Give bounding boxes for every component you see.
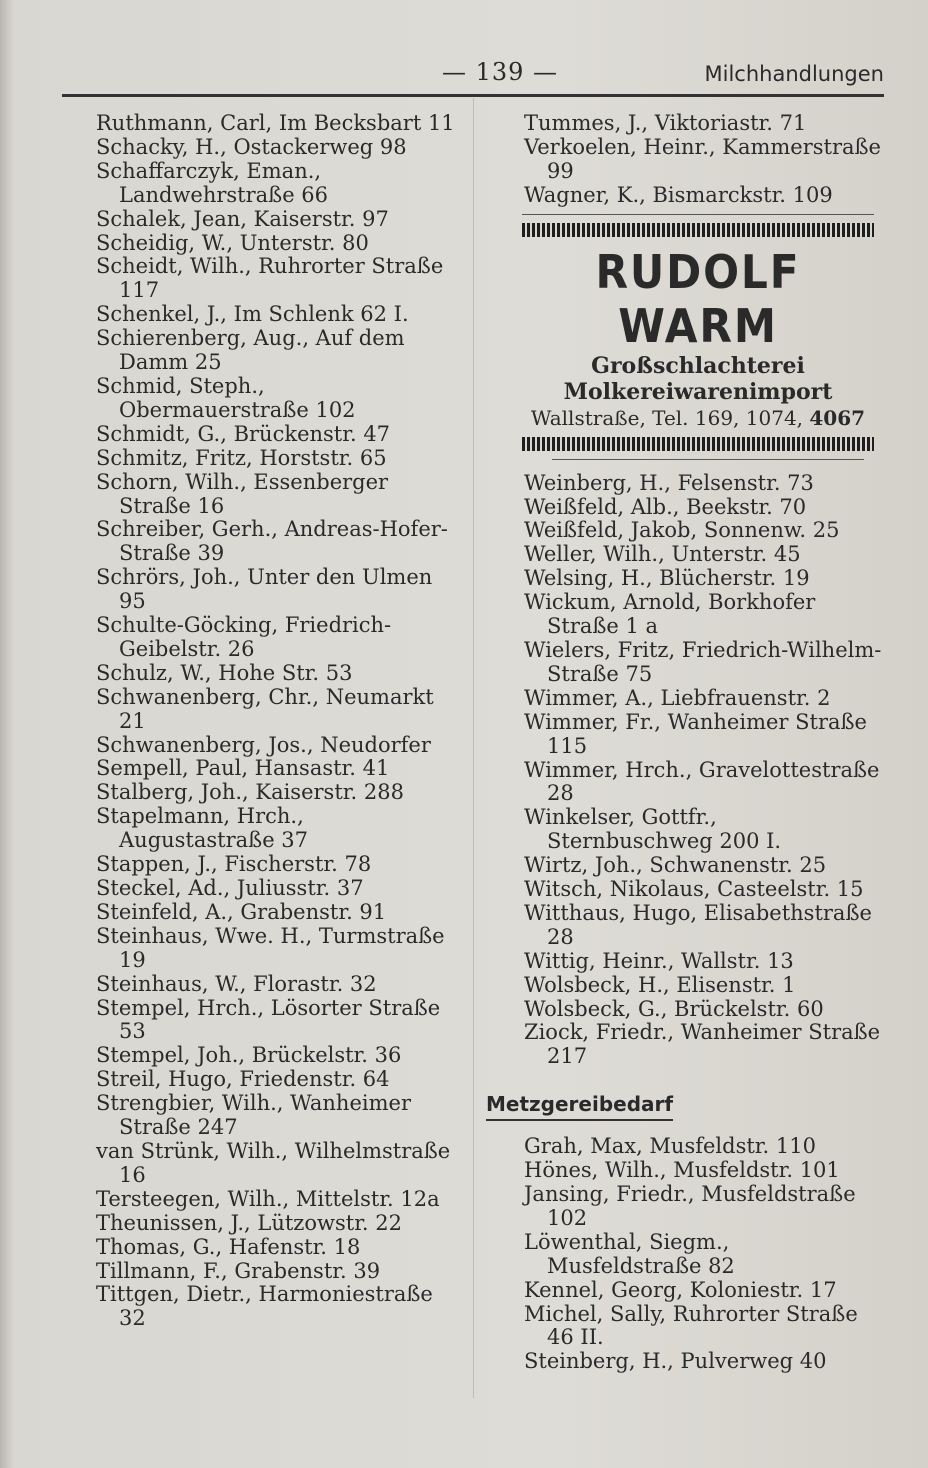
directory-entry: Winkelser, Gottfr., Sternbuschweg 200 I. (524, 805, 782, 854)
ad-phone-number: 4067 (809, 405, 866, 430)
directory-entry: Steinfeld, A., Grabenstr. 91 (96, 899, 387, 924)
directory-entry: Stapelmann, Hrch., Augustastraße 37 (96, 804, 309, 853)
directory-entry: Schwanenberg, Jos., Neudorfer (96, 732, 431, 757)
directory-entry: Stappen, J., Fischerstr. 78 (96, 852, 372, 877)
directory-entry: Witthaus, Hugo, Elisabethstraße 28 (524, 900, 872, 949)
right-column (486, 111, 888, 1374)
ad-address-text: Wallstraße, Tel. 169, 1074, (530, 405, 804, 430)
directory-entry: Wolsbeck, H., Elisenstr. 1 (524, 972, 796, 997)
directory-entry: Scheidig, W., Unterstr. 80 (96, 230, 369, 255)
directory-entry: Schalek, Jean, Kaiserstr. 97 (96, 206, 389, 231)
directory-entry: Wagner, K., Bismarckstr. 109 (524, 182, 833, 207)
directory-entry: Hönes, Wilh., Musfeldstr. 101 (524, 1158, 840, 1183)
ad-decorative-bar-bottom (522, 437, 874, 451)
column-divider (473, 98, 474, 1398)
left-column (96, 112, 458, 1331)
directory-entry: Steckel, Ad., Juliusstr. 37 (96, 876, 364, 900)
page-header (60, 58, 888, 94)
directory-entry: Kennel, Georg, Koloniestr. 17 (524, 1277, 837, 1302)
directory-entry: Weller, Wilh., Unterstr. 45 (524, 542, 801, 567)
directory-entry: Stalberg, Joh., Kaiserstr. 288 (96, 780, 404, 805)
directory-entry: Weißfeld, Alb., Beekstr. 70 (524, 494, 807, 519)
directory-entry: Ruthmann, Carl, Im Becksbart 11 (96, 111, 455, 135)
ad-business-type-2: Molkereiwarenimport (563, 378, 833, 405)
directory-entry: Ziock, Friedr., Wanheimer Straße 217 (524, 1020, 881, 1069)
directory-entry: Schwanenberg, Chr., Neumarkt 21 (96, 684, 434, 733)
directory-entry: Schaffarczyk, Eman., Landwehrstraße 66 (96, 158, 329, 207)
directory-entry: Welsing, H., Blücherstr. 19 (524, 566, 810, 591)
directory-entry: Tummes, J., Viktoriastr. 71 (524, 111, 807, 135)
ad-decorative-bar-top (522, 223, 874, 237)
directory-entry: Jansing, Friedr., Musfeldstraße 102 (524, 1182, 856, 1230)
directory-entry: Tittgen, Dietr., Harmoniestraße 32 (96, 1282, 433, 1331)
directory-entry: Wimmer, Hrch., Gravelottestraße 28 (524, 757, 880, 806)
directory-entry: Schmidt, G., Brückenstr. 47 (96, 421, 391, 446)
directory-entry: Michel, Sally, Ruhrorter Straße 46 II. (524, 1301, 858, 1350)
directory-entry: Scheidt, Wilh., Ruhrorter Straße 117 (96, 254, 444, 303)
running-head: Milchhandlungen (704, 62, 884, 86)
directory-entry: Tersteegen, Wilh., Mittelstr. 12a (96, 1186, 440, 1211)
directory-entry: Schacky, H., Ostackerweg 98 (96, 134, 407, 159)
directory-entry: Schmitz, Fritz, Horststr. 65 (96, 445, 387, 470)
directory-entry: Löwenthal, Siegm., Musfeldstraße 82 (524, 1229, 735, 1278)
directory-entry: Schreiber, Gerh., Andreas-Hofer-Straße 39 (96, 517, 448, 566)
header-rule (62, 94, 884, 97)
directory-entry: Steinhaus, Wwe. H., Turmstraße 19 (96, 923, 445, 972)
directory-entry: Wielers, Fritz, Friedrich-Wilhelm-Straße 75 (524, 637, 882, 686)
directory-entry: Wolsbeck, G., Brückelstr. 60 (524, 996, 824, 1021)
directory-entry: Witsch, Nikolaus, Casteelstr. 15 (524, 877, 864, 902)
directory-entry: Wimmer, A., Liebfrauenstr. 2 (524, 685, 831, 710)
directory-entry: Tillmann, F., Grabenstr. 39 (96, 1258, 381, 1283)
directory-entry: Stempel, Hrch., Lösorter Straße 53 (96, 995, 441, 1044)
directory-entry: Schulte-Göcking, Friedrich-Geibelstr. 26 (96, 613, 392, 661)
directory-entry: Streil, Hugo, Friedenstr. 64 (96, 1067, 390, 1092)
directory-entry: Theunissen, J., Lützowstr. 22 (96, 1210, 403, 1235)
ad-company-name: RUDOLF WARM (595, 244, 801, 353)
directory-entry: Schenkel, J., Im Schlenk 62 I. (96, 302, 409, 327)
ad-top-rule (522, 214, 874, 215)
page-number: — 139 — (441, 58, 559, 86)
directory-entry: Sempell, Paul, Hansastr. 41 (96, 756, 390, 781)
advertisement-block (522, 214, 874, 460)
directory-entry: Schierenberg, Aug., Auf dem Damm 25 (96, 326, 405, 375)
directory-entry: Wirtz, Joh., Schwanenstr. 25 (524, 853, 827, 878)
ad-bottom-rule (552, 459, 864, 460)
directory-entry: Schorn, Wilh., Essenberger Straße 16 (96, 469, 389, 518)
directory-entry: Grah, Max, Musfeldstr. 110 (524, 1134, 816, 1159)
directory-entry: Verkoelen, Heinr., Kammerstraße 99 (524, 134, 881, 183)
directory-entry: Weißfeld, Jakob, Sonnenw. 25 (524, 518, 840, 543)
directory-entry: Steinberg, H., Pulverweg 40 (524, 1349, 827, 1374)
directory-entry: Schrörs, Joh., Unter den Ulmen 95 (96, 565, 433, 614)
directory-entry: Thomas, G., Hafenstr. 18 (96, 1234, 361, 1259)
directory-entry: Schmid, Steph., Obermauerstraße 102 (96, 373, 356, 422)
directory-entry: Stempel, Joh., Brückelstr. 36 (96, 1043, 402, 1068)
directory-entry: van Strünk, Wilh., Wilhelmstraße 16 (96, 1138, 451, 1187)
directory-entry: Schulz, W., Hohe Str. 53 (96, 660, 353, 685)
section-heading: Metzgereibedarf (486, 1093, 673, 1121)
directory-entry: Wittig, Heinr., Wallstr. 13 (524, 948, 794, 973)
directory-entry: Strengbier, Wilh., Wanheimer Straße 247 (96, 1091, 411, 1140)
directory-entry: Steinhaus, W., Florastr. 32 (96, 971, 377, 996)
directory-entry: Weinberg, H., Felsenstr. 73 (524, 470, 814, 495)
directory-entry: Wimmer, Fr., Wanheimer Straße 115 (524, 709, 867, 758)
directory-entry: Wickum, Arnold, Borkhofer Straße 1 a (524, 590, 816, 639)
ad-address-phone (522, 405, 874, 431)
ad-business-type: Großschlachterei (591, 352, 805, 379)
